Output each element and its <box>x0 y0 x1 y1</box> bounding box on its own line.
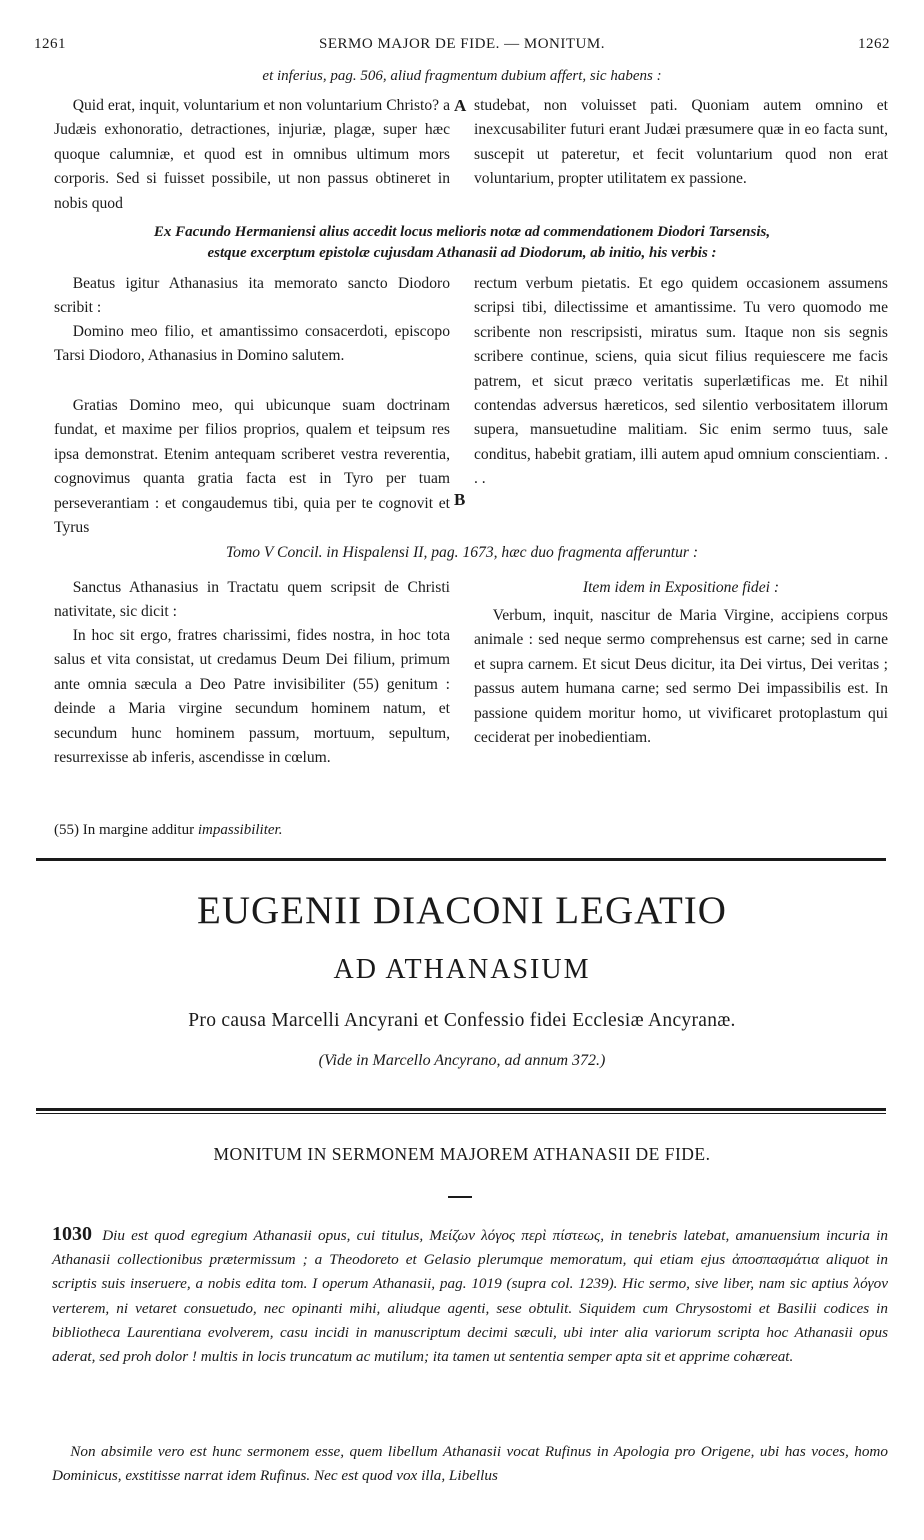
block2-left-p2: Domino meo filio, et amantissimo consacerdoti, episcopo Tarsi Diodoro, Athanasius in Domino salutem. <box>54 323 450 365</box>
column-number: 1030 <box>52 1223 92 1245</box>
section-rule-top <box>36 858 886 861</box>
page-number-right: 1262 <box>858 36 890 52</box>
monitum-paragraph-2: Non absimile vero est hunc sermonem esse, quem libellum Athanasii vocat Rufinus in Apologia pro Origene, ubi has voces, homo Dominicus, exstitisse narrat idem Rufinus. Nec est quod vox illa, Libellus <box>52 1443 888 1485</box>
block2-left-p3: Gratias Domino meo, qui ubicunque suam doctrinam fundat, et maxime per filios proprios, qualem et teipsum res ipsa demonstrat. Etenim antequam scriberet vestra reverentia, cognovimus quanta gratia facta est in Tyro per tuam perseverantiam : et congaudemus tibi, quia per te cognovit et Tyrus <box>54 397 450 537</box>
tomo-line: Tomo V Concil. in Hispalensi II, pag. 1673, hæc duo fragmenta afferuntur : <box>225 544 699 561</box>
block1-right: studebat, non voluisset pati. Quoniam autem omnino et inexcusabiliter futuri erant Judæi præsumere quæ in eo facta sunt, suscepit ut pateretur, et fecit voluntarium quod non erat voluntarium, propter utilitatem ex passione. <box>474 97 888 188</box>
section-rule-thick <box>36 1108 886 1111</box>
section-rule-thin <box>36 1113 886 1114</box>
heading-dash <box>448 1196 472 1198</box>
facundo-note-line1: Ex Facundo Hermaniensi alius accedit locus melioris notæ ad commendationem Diodori Tarsensis, <box>153 224 771 240</box>
block3-left-p1: Sanctus Athanasius in Tractatu quem scripsit de Christi nativitate, sic dicit : <box>54 579 450 621</box>
monitum-p1-text: Diu est quod egregium Athanasii opus, cui titulus, Μείζων λόγος περὶ πίστεως, in tenebris latebat, amanuensium incuria in Athanasii collectionibus prætermissum ; a Theodoreto et Gelasio plerumque memoratum, qui etiam ejus ἀποσπασμάτια aliquot in scriptis suis inseruere, a nobis edita tom. I operum Athanasii, pag. 1019 (supra col. 1239). Hic sermo, sive liber, nam sic aptius λόγον verterem, ni vetaret consuetudo, nec opinanti mihi, aliudque agenti, sese obtulit. Siquidem cum Chrysostomi et Basilii codices in bibliotheca Laurentiana evolverem, casu incidi in manuscriptum decimi sæculi, ubi inter alia variorum scripta hoc Athanasii opus aderat, sed proh dolor ! multis in locis truncatum ac mutilum; ita tamen ut sententia semper apta sit et apprime cohæreat. <box>52 1227 888 1366</box>
footnote <box>54 818 654 842</box>
block2-right: rectum verbum pietatis. Et ego quidem occasionem assumens scripsi tibi, dilectissime et amantissime. Tu vero quomodo me scribente non rescripsisti, miratus sum. Itaque non sis segnis scribere continue, sciens, quia sicut filius requiescere me facis patrem, et sicut præco veritatis superlætificas me. Et nihil contendas adversus hæreticos, sed silentio verbositatem illorum supera, mansuetudine malitiam. Sic enim sermo tuus, sale conditus, habebit gratiam, illi autem apud omnium conscientiam. . . . <box>474 275 888 488</box>
block1-left: Quid erat, inquit, voluntarium et non voluntarium Christo? a Judæis exhonoratio, detractiones, injuriæ, plagæ, super hæc quoque calumniæ, et quod est in omnibus ultimum mors corporis. Sed si fuisset possibile, ut non passus obtineret in nobis quod <box>54 97 450 212</box>
block3-right-title: Item idem in Expositione fidei : <box>582 579 780 596</box>
facundo-note-line2: estque excerptum epistolæ cujusdam Athanasii ad Diodorum, ab initio, his verbis : <box>207 245 717 261</box>
footnote-word: impassibiliter. <box>197 822 283 838</box>
work-reference: (Vide in Marcello Ancyrano, ad annum 372.) <box>318 1052 606 1069</box>
block3-right: Verbum, inquit, nascitur de Maria Virgine, accipiens corpus animale : sed neque sermo comprehensus est carne; sed in carne et supra carnem. Et sicut Deus dicitur, ita Dei virtus, Dei veritas ; passus autem humana carne; sed sermo Dei impassibilis est. In passione quidem moritur homo, ut vivificaret protoplastum qui ceciderat per inobedientiam. <box>474 607 888 747</box>
margin-marker-b: B <box>454 490 466 509</box>
work-subtitle: AD ATHANASIUM <box>333 954 591 985</box>
block3-left-p2: In hoc sit ergo, fratres charissimi, fides nostra, in hoc tota salus et vita consistat, ut credamus Deum Dei filium, primum ante omnia sæcula a Deo Patre invisibiliter (55) genitum : deinde a Maria virgine secundum hominem natum, et secundum hunc hominem passum, mortuum, sepultum, resurrexisse ab inferis, ascendisse in cœlum. <box>54 627 450 767</box>
monitum-heading: MONITUM IN SERMONEM MAJOREM ATHANASII DE FIDE. <box>213 1144 711 1164</box>
margin-marker-a: A <box>454 96 467 115</box>
intro-line: et inferius, pag. 506, aliud fragmentum dubium affert, sic habens : <box>262 68 662 84</box>
page-number-left: 1261 <box>34 36 66 52</box>
footnote-text: (55) In margine additur <box>54 822 195 838</box>
work-description: Pro causa Marcelli Ancyrani et Confessio fidei Ecclesiæ Ancyranæ. <box>188 1010 736 1031</box>
monitum-paragraph-1 <box>52 1222 888 1369</box>
running-title: SERMO MAJOR DE FIDE. — MONITUM. <box>319 36 605 52</box>
block2-left-p1: Beatus igitur Athanasius ita memorato sancto Diodoro scribit : <box>54 275 450 317</box>
work-title: EUGENII DIACONI LEGATIO <box>197 889 727 932</box>
